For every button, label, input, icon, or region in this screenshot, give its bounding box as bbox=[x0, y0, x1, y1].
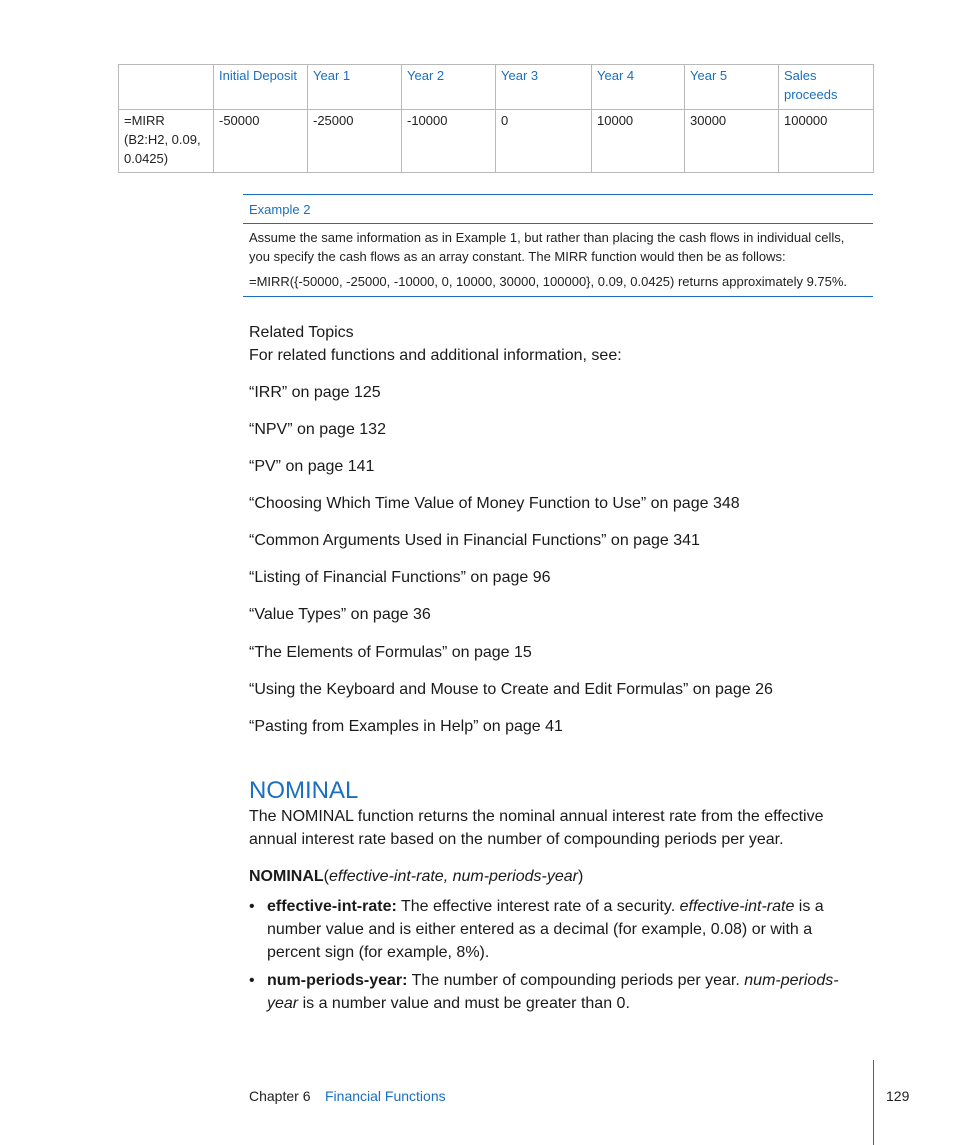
related-link-elements-formulas[interactable]: “The Elements of Formulas” on page 15 bbox=[249, 644, 532, 661]
related-link-irr[interactable]: “IRR” on page 125 bbox=[249, 384, 381, 401]
example-formula: =MIRR({-50000, -25000, -10000, 0, 10000, 30000, 100000}, 0.09, 0.0425) returns approximately 9.75%. bbox=[249, 274, 848, 289]
table-cell: 100000 bbox=[779, 110, 874, 173]
footer-divider bbox=[873, 1060, 874, 1145]
section-heading-nominal: NOMINAL bbox=[249, 777, 359, 804]
table-cell: 0 bbox=[496, 110, 592, 173]
related-link-common-arguments[interactable]: “Common Arguments Used in Financial Functions” on page 341 bbox=[249, 532, 700, 549]
list-item bbox=[249, 969, 849, 1015]
table-header-cell: Sales proceeds bbox=[779, 65, 874, 110]
table-cell: -25000 bbox=[308, 110, 402, 173]
footer-chapter-title: Financial Functions bbox=[325, 1088, 446, 1104]
syntax-open-paren: ( bbox=[323, 868, 329, 885]
footer-chapter: Chapter 6 bbox=[249, 1088, 311, 1104]
related-link-pv[interactable]: “PV” on page 141 bbox=[249, 458, 375, 475]
argument-text: is a number value and is either entered as a decimal (for example, 0.08) or with a percent sign (for example, 8%). bbox=[267, 898, 824, 961]
table-header-cell bbox=[119, 65, 214, 110]
related-link-npv[interactable]: “NPV” on page 132 bbox=[249, 421, 386, 438]
related-topics-intro: For related functions and additional information, see: bbox=[249, 347, 622, 364]
related-link-listing-functions[interactable]: “Listing of Financial Functions” on page 96 bbox=[249, 569, 551, 586]
table-cell: -10000 bbox=[402, 110, 496, 173]
argument-name: num-periods-year: bbox=[267, 972, 408, 989]
syntax-arguments: effective-int-rate, num-periods-year bbox=[328, 868, 578, 885]
example-box bbox=[243, 194, 873, 297]
argument-italic: effective-int-rate bbox=[679, 898, 795, 915]
table-cell: 10000 bbox=[592, 110, 685, 173]
table-header-cell: Year 1 bbox=[308, 65, 402, 110]
argument-name: effective-int-rate: bbox=[267, 898, 397, 915]
argument-italic: num-periods-year bbox=[267, 972, 839, 1012]
table-header-cell: Year 3 bbox=[496, 65, 592, 110]
syntax-close-paren: ) bbox=[577, 868, 584, 885]
table-header-cell: Year 5 bbox=[685, 65, 779, 110]
table-cell: =MIRR (B2:H2, 0.09, 0.0425) bbox=[119, 110, 214, 173]
mirr-data-table bbox=[118, 64, 874, 173]
table-cell: 30000 bbox=[685, 110, 779, 173]
related-link-keyboard-mouse[interactable]: “Using the Keyboard and Mouse to Create and Edit Formulas” on page 26 bbox=[249, 681, 773, 698]
table-header-cell: Year 2 bbox=[402, 65, 496, 110]
bullet-icon: • bbox=[249, 898, 255, 915]
table-header-cell: Initial Deposit bbox=[214, 65, 308, 110]
example-body: Assume the same information as in Example 1, but rather than placing the cash flows in individual cells, you specify the cash flows as an array constant. The MIRR function would then be as follows: bbox=[249, 230, 845, 264]
table-header-cell: Year 4 bbox=[592, 65, 685, 110]
argument-list bbox=[249, 895, 849, 1015]
argument-text: The effective interest rate of a security. bbox=[400, 898, 676, 915]
nominal-syntax bbox=[249, 865, 583, 888]
nominal-description: The NOMINAL function returns the nominal annual interest rate from the effective annual interest rate based on the number of compounding periods per year. bbox=[249, 808, 824, 848]
syntax-function-name: NOMINAL bbox=[249, 868, 324, 885]
example-title: Example 2 bbox=[243, 195, 873, 224]
bullet-icon: • bbox=[249, 972, 255, 989]
related-link-choosing-function[interactable]: “Choosing Which Time Value of Money Function to Use” on page 348 bbox=[249, 495, 740, 512]
related-link-value-types[interactable]: “Value Types” on page 36 bbox=[249, 606, 431, 623]
argument-text: is a number value and must be greater than 0. bbox=[302, 995, 630, 1012]
page-number: 129 bbox=[886, 1088, 910, 1104]
table-row bbox=[119, 110, 874, 173]
related-link-pasting-examples[interactable]: “Pasting from Examples in Help” on page 41 bbox=[249, 718, 563, 735]
list-item bbox=[249, 895, 849, 964]
related-topics-heading: Related Topics bbox=[249, 324, 354, 341]
table-header-row bbox=[119, 65, 874, 110]
table-cell: -50000 bbox=[214, 110, 308, 173]
argument-text: The number of compounding periods per year. bbox=[411, 972, 740, 989]
